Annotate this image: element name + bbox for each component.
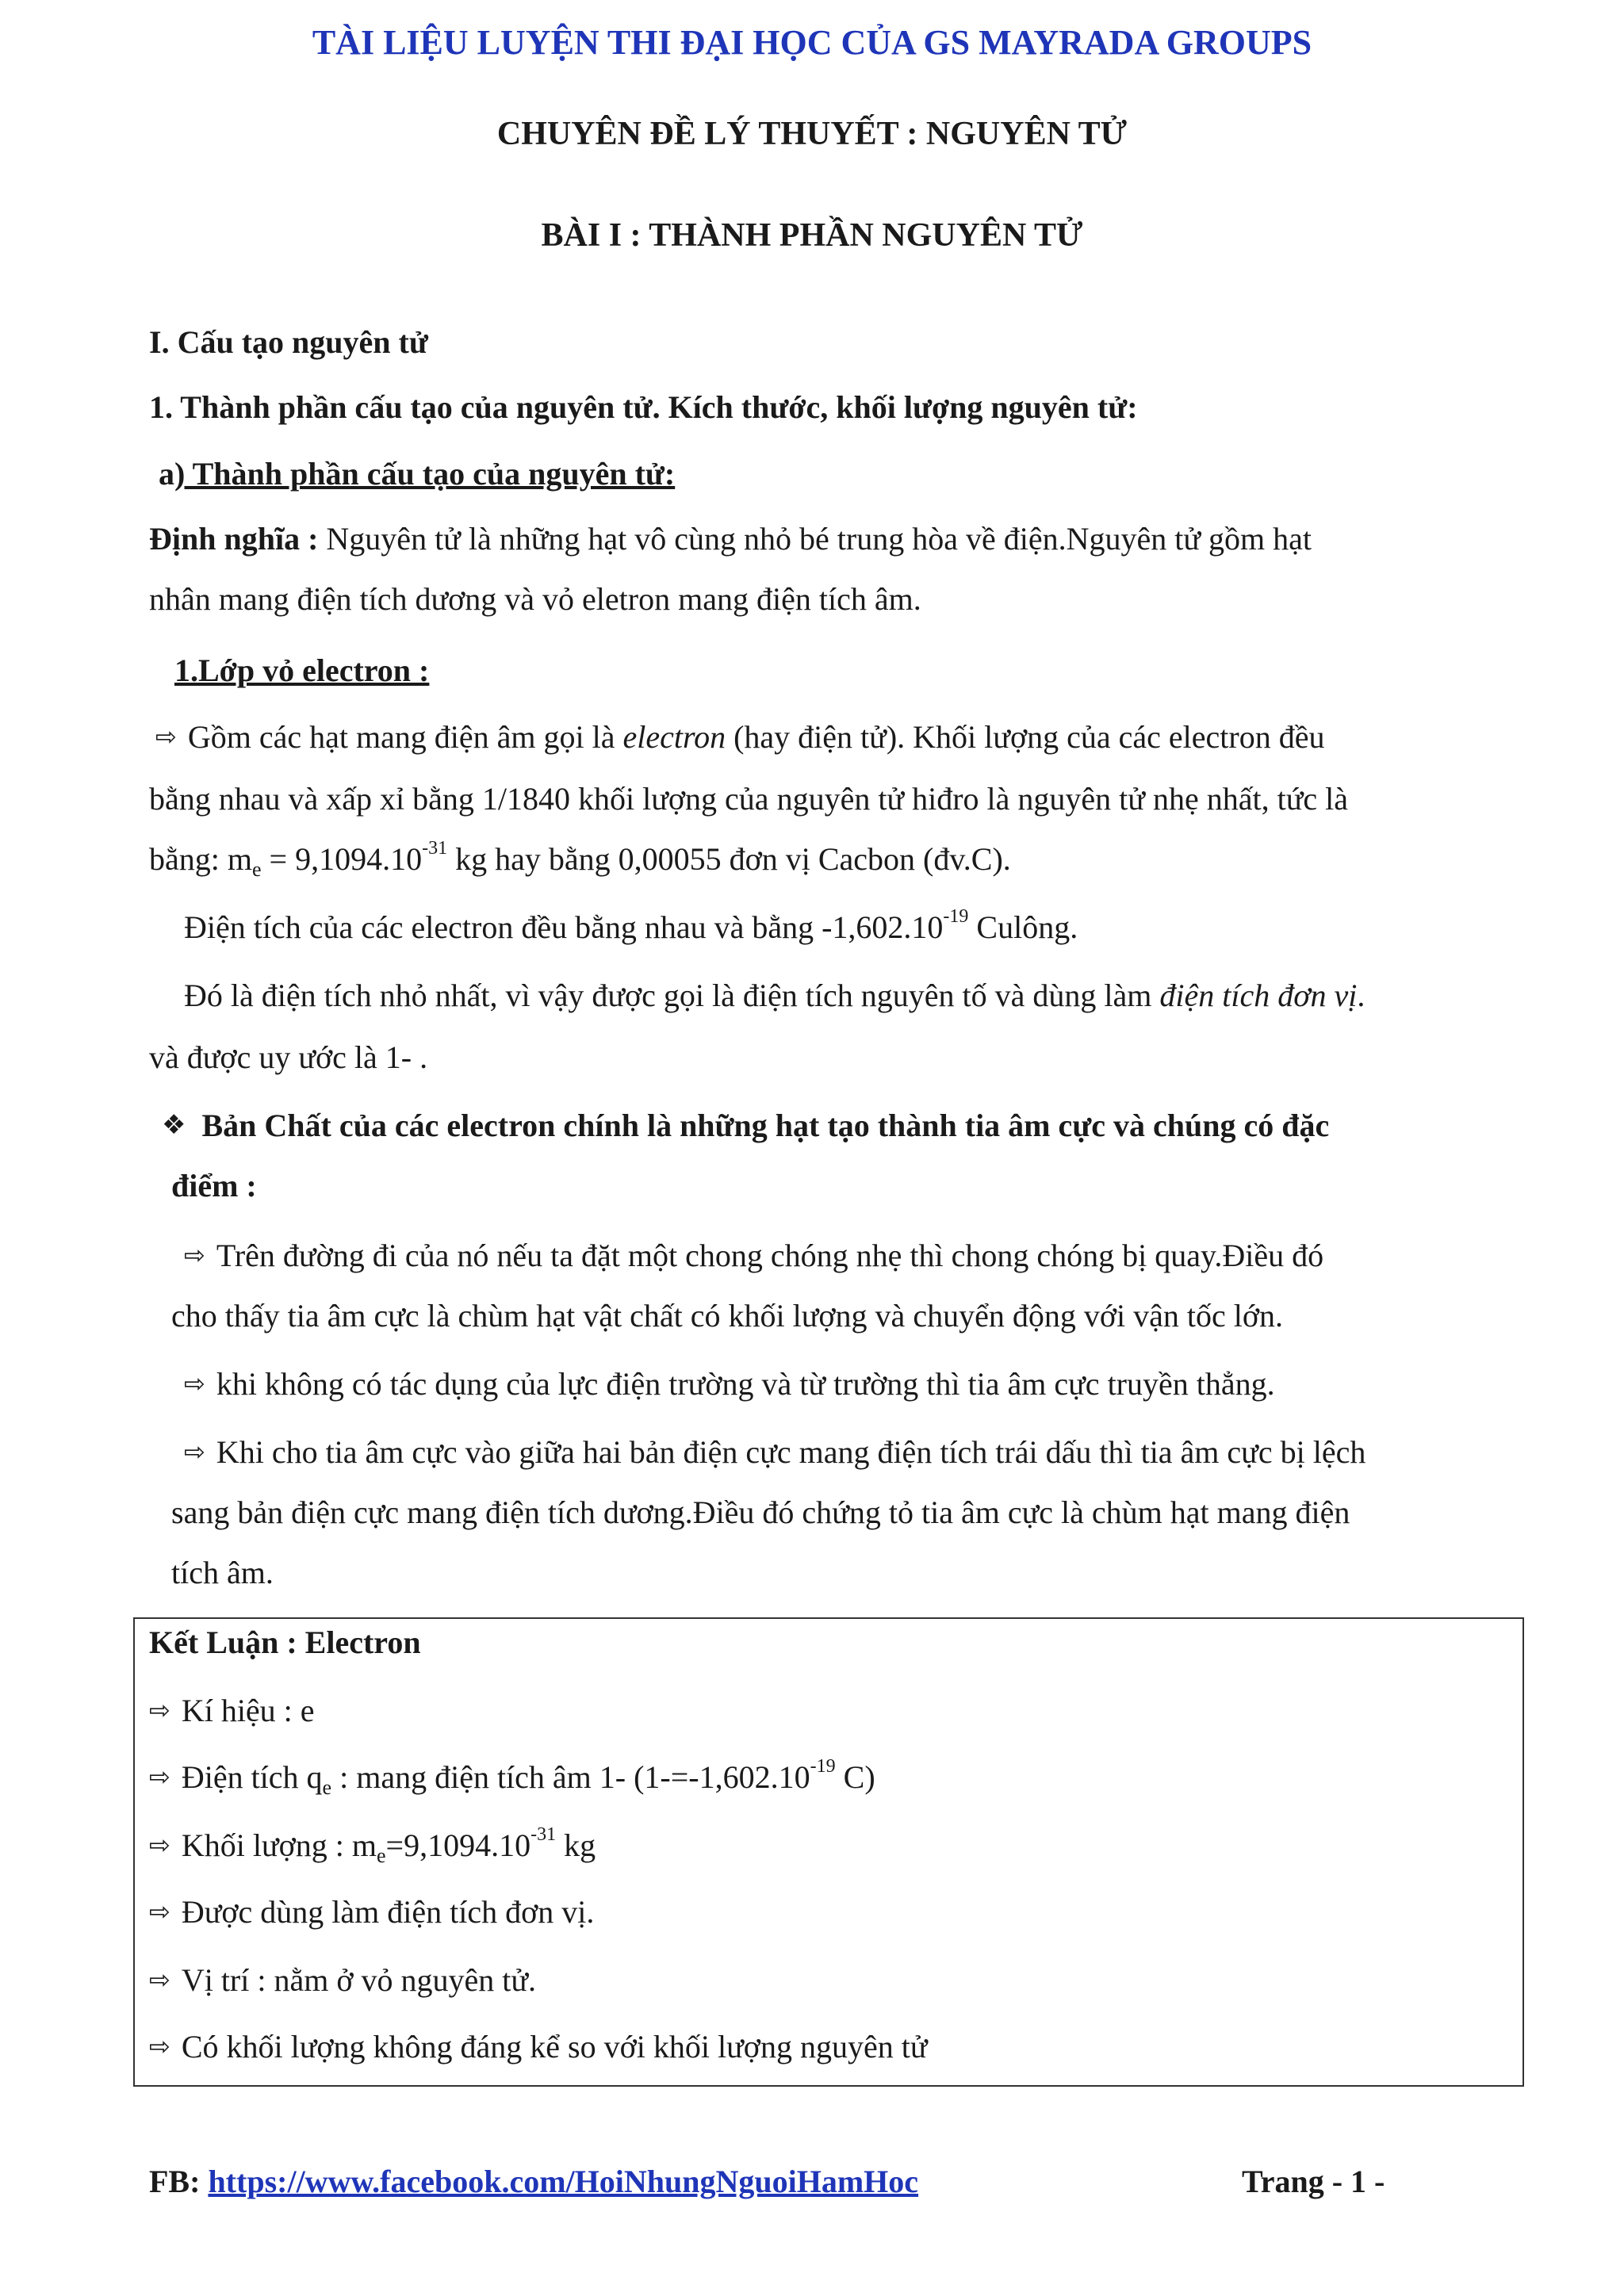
paragraph-line: ⇨ Gồm các hạt mang điện âm gọi là electron (hay điện tử). Khối lượng của các electron đều	[155, 719, 1325, 755]
conclusion-item: ⇨ Kí hiệu : e	[149, 1693, 315, 1728]
bullet-line: tích âm.	[171, 1555, 274, 1590]
right-arrow-icon: ⇨	[149, 1830, 170, 1860]
electron-shell-heading: 1.Lớp vỏ electron :	[174, 652, 430, 688]
right-arrow-icon: ⇨	[184, 1437, 205, 1467]
paragraph-line: Đó là điện tích nhỏ nhất, vì vậy được gọi là điện tích nguyên tố và dùng làm điện tích đơn vị.	[184, 978, 1365, 1013]
bullet-line: sang bản điện cực mang điện tích dương.Điều đó chứng tỏ tia âm cực là chùm hạt mang điện	[171, 1494, 1350, 1530]
paragraph-line: và được uy ước là 1- .	[149, 1039, 428, 1075]
conclusion-item: ⇨ Có khối lượng không đáng kể so với khối lượng nguyên tử	[149, 2029, 928, 2064]
lesson-title: BÀI I : THÀNH PHẦN NGUYÊN TỬ	[541, 217, 1083, 254]
page-number: Trang - 1 -	[1242, 2164, 1385, 2199]
subsection-heading: 1. Thành phần cấu tạo của nguyên tử. Kích thước, khối lượng nguyên tử:	[149, 389, 1138, 425]
bullet-line: ⇨ khi không có tác dụng của lực điện trường và từ trường thì tia âm cực truyền thẳng.	[184, 1366, 1275, 1402]
paragraph-line: bằng: $m_e = 9,1094.10^{-31}$ kg hay bằng 0,00055 đơn vị Cacbon (đv.C).	[149, 838, 1011, 881]
footer-fb	[149, 2163, 918, 2201]
definition-line: Định nghĩa : Nguyên tử là những hạt vô cùng nhỏ bé trung hòa về điện.Nguyên tử gồm hạt	[149, 521, 1312, 557]
right-arrow-icon: ⇨	[149, 1695, 170, 1725]
topic-title: CHUYÊN ĐỀ LÝ THUYẾT : NGUYÊN TỬ	[496, 116, 1128, 152]
paragraph-line: bằng nhau và xấp xỉ bằng 1/1840 khối lượng của nguyên tử hiđro là nguyên tử nhẹ nhất, tức là	[149, 781, 1348, 817]
fb-label: FB:	[149, 2164, 209, 2199]
diamond-bullet-icon: ❖	[162, 1109, 186, 1141]
paragraph-line: Điện tích của các electron đều bằng nhau và bằng $-1,602.10^{-19}$ Culông.	[184, 906, 1078, 945]
definition-label: Định nghĩa :	[149, 521, 319, 557]
right-arrow-icon: ⇨	[184, 1368, 205, 1399]
nature-heading: điểm :	[171, 1168, 257, 1203]
conclusion-item: ⇨ Điện tích $q_e$ : mang điện tích âm 1- ($1-=-1,602.10^{-19}$ C)	[149, 1756, 875, 1799]
bullet-line: ⇨ Trên đường đi của nó nếu ta đặt một chong chóng nhẹ thì chong chóng bị quay.Điều đó	[184, 1238, 1324, 1273]
conclusion-item: ⇨ Vị trí : nằm ở vỏ nguyên tử.	[149, 1962, 537, 1998]
conclusion-item: ⇨ Được dùng làm điện tích đơn vị.	[149, 1894, 595, 1930]
right-arrow-icon: ⇨	[149, 1762, 170, 1792]
conclusion-title: Kết Luận : Electron	[149, 1624, 421, 1660]
nature-heading: ❖ Bản Chất của các electron chính là những hạt tạo thành tia âm cực và chúng có đặc	[162, 1108, 1330, 1143]
right-arrow-icon: ⇨	[184, 1240, 205, 1270]
facebook-link[interactable]: https://www.facebook.com/HoiNhungNguoiHamHoc	[208, 2164, 919, 2199]
right-arrow-icon: ⇨	[149, 1965, 170, 1995]
right-arrow-icon: ⇨	[149, 2031, 170, 2061]
subsubsection-heading: a) Thành phần cấu tạo của nguyên tử:	[159, 456, 676, 492]
bullet-line: ⇨ Khi cho tia âm cực vào giữa hai bản điện cực mang điện tích trái dấu thì tia âm cực bị lệch	[184, 1434, 1366, 1470]
right-arrow-icon: ⇨	[149, 1896, 170, 1927]
conclusion-box	[133, 1617, 1524, 2087]
section-heading: I. Cấu tạo nguyên tử	[149, 324, 428, 360]
conclusion-item: ⇨ Khối lượng : $m_e=9,1094.10^{-31}$ kg	[149, 1824, 596, 1867]
document-top-title: TÀI LIỆU LUYỆN THI ĐẠI HỌC CỦA GS MAYRADA GROUPS	[312, 23, 1312, 62]
right-arrow-icon: ⇨	[155, 721, 177, 752]
definition-line: nhân mang điện tích dương và vỏ eletron mang điện tích âm.	[149, 581, 921, 617]
bullet-line: cho thấy tia âm cực là chùm hạt vật chất có khối lượng và chuyển động với vận tốc lớn.	[171, 1298, 1283, 1334]
